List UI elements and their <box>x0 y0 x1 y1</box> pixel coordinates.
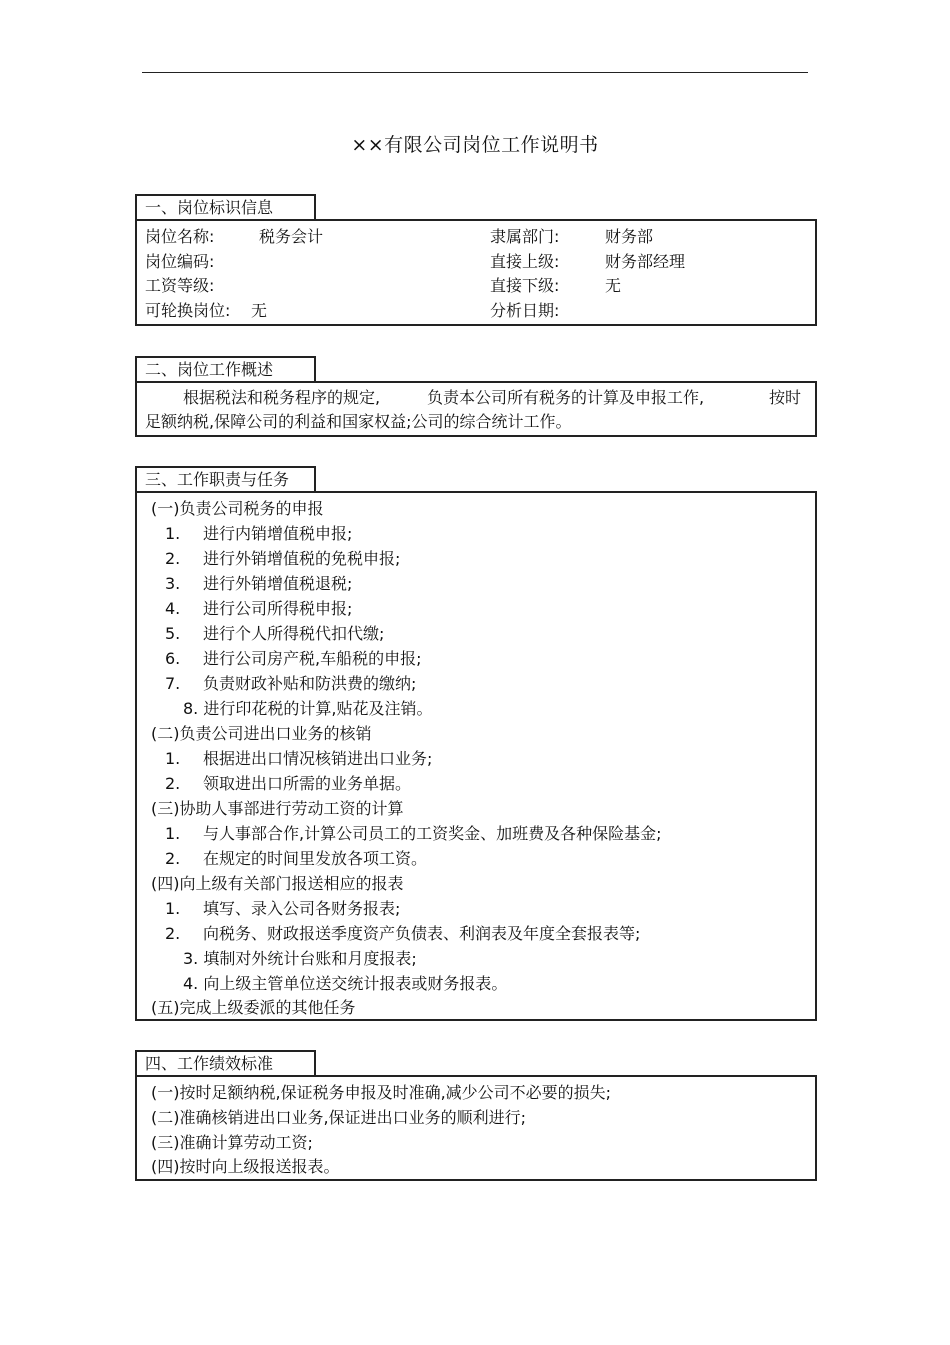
duty-group-3-heading: (三)协助人事部进行劳动工资的计算 <box>151 799 404 818</box>
duty-2-1-number: 1. <box>165 749 181 768</box>
field-supervisor-value: 财务部经理 <box>605 252 686 271</box>
duty-2-2-number: 2. <box>165 774 181 793</box>
field-subordinate-value: 无 <box>605 276 622 295</box>
overview-line1-part3: 按时 <box>769 388 802 407</box>
field-subordinate-label: 直接下级: <box>490 276 560 295</box>
field-analysis-date-label: 分析日期: <box>490 301 560 320</box>
duty-group-5-heading: (五)完成上级委派的其他任务 <box>151 998 356 1017</box>
section4-box <box>135 1075 817 1181</box>
field-supervisor-label: 直接上级: <box>490 252 560 271</box>
duty-1-4-text: 进行公司所得税申报; <box>203 599 353 618</box>
field-position-name-value: 税务会计 <box>259 227 324 246</box>
duty-4-1-number: 1. <box>165 899 181 918</box>
duty-1-4-number: 4. <box>165 599 181 618</box>
duty-1-7-number: 7. <box>165 674 181 693</box>
field-position-name-label: 岗位名称: <box>145 227 215 246</box>
duty-4-4-text: 4. 向上级主管单位送交统计报表或财务报表。 <box>183 974 508 993</box>
duty-1-3-number: 3. <box>165 574 181 593</box>
duty-3-1-text: 与人事部合作,计算公司员工的工资奖金、加班费及各种保险基金; <box>203 824 662 843</box>
duty-1-6-text: 进行公司房产税,车船税的申报; <box>203 649 422 668</box>
overview-line2: 足额纳税,保障公司的利益和国家权益;公司的综合统计工作。 <box>145 412 572 431</box>
duty-group-4-heading: (四)向上级有关部门报送相应的报表 <box>151 874 404 893</box>
overview-line1-part1: 根据税法和税务程序的规定, <box>183 388 381 407</box>
performance-item-1: (一)按时足额纳税,保证税务申报及时准确,减少公司不必要的损失; <box>151 1083 612 1102</box>
section1-box <box>135 219 817 326</box>
duty-3-2-text: 在规定的时间里发放各项工资。 <box>203 849 428 868</box>
duty-group-1-heading: (一)负责公司税务的申报 <box>151 499 324 518</box>
section3-box <box>135 491 817 1021</box>
performance-item-3: (三)准确计算劳动工资; <box>151 1133 313 1152</box>
section1-tab: 一、岗位标识信息 <box>135 194 316 219</box>
section2-tab: 二、岗位工作概述 <box>135 356 316 381</box>
duty-group-2-heading: (二)负责公司进出口业务的核销 <box>151 724 372 743</box>
duty-4-2-number: 2. <box>165 924 181 943</box>
field-department-value: 财务部 <box>605 227 654 246</box>
duty-3-2-number: 2. <box>165 849 181 868</box>
duty-1-8-text: 8. 进行印花税的计算,贴花及注销。 <box>183 699 433 718</box>
duty-1-7-text: 负责财政补贴和防洪费的缴纳; <box>203 674 417 693</box>
performance-item-2: (二)准确核销进出口业务,保证进出口业务的顺利进行; <box>151 1108 526 1127</box>
section4-tab: 四、工作绩效标准 <box>135 1050 316 1075</box>
duty-1-6-number: 6. <box>165 649 181 668</box>
duty-4-2-text: 向税务、财政报送季度资产负债表、利润表及年度全套报表等; <box>203 924 641 943</box>
section2-box <box>135 381 817 437</box>
duty-1-5-text: 进行个人所得税代扣代缴; <box>203 624 385 643</box>
duty-4-1-text: 填写、录入公司各财务报表; <box>203 899 401 918</box>
field-department-label: 隶属部门: <box>490 227 560 246</box>
field-salary-grade-label: 工资等级: <box>145 276 215 295</box>
duty-1-2-number: 2. <box>165 549 181 568</box>
duty-1-1-number: 1. <box>165 524 181 543</box>
duty-3-1-number: 1. <box>165 824 181 843</box>
section3-tab: 三、工作职责与任务 <box>135 466 316 491</box>
field-rotation-label: 可轮换岗位: <box>145 301 231 320</box>
field-position-code-label: 岗位编码: <box>145 252 215 271</box>
overview-line1-part2: 负责本公司所有税务的计算及申报工作, <box>427 388 705 407</box>
header-rule <box>142 72 808 73</box>
performance-item-4: (四)按时向上级报送报表。 <box>151 1157 340 1176</box>
page-title: ××有限公司岗位工作说明书 <box>351 134 599 156</box>
duty-2-1-text: 根据进出口情况核销进出口业务; <box>203 749 433 768</box>
duty-1-2-text: 进行外销增值税的免税申报; <box>203 549 401 568</box>
duty-1-1-text: 进行内销增值税申报; <box>203 524 353 543</box>
duty-2-2-text: 领取进出口所需的业务单据。 <box>203 774 412 793</box>
duty-4-3-text: 3. 填制对外统计台账和月度报表; <box>183 949 417 968</box>
field-rotation-value: 无 <box>251 301 268 320</box>
duty-1-5-number: 5. <box>165 624 181 643</box>
duty-1-3-text: 进行外销增值税退税; <box>203 574 353 593</box>
